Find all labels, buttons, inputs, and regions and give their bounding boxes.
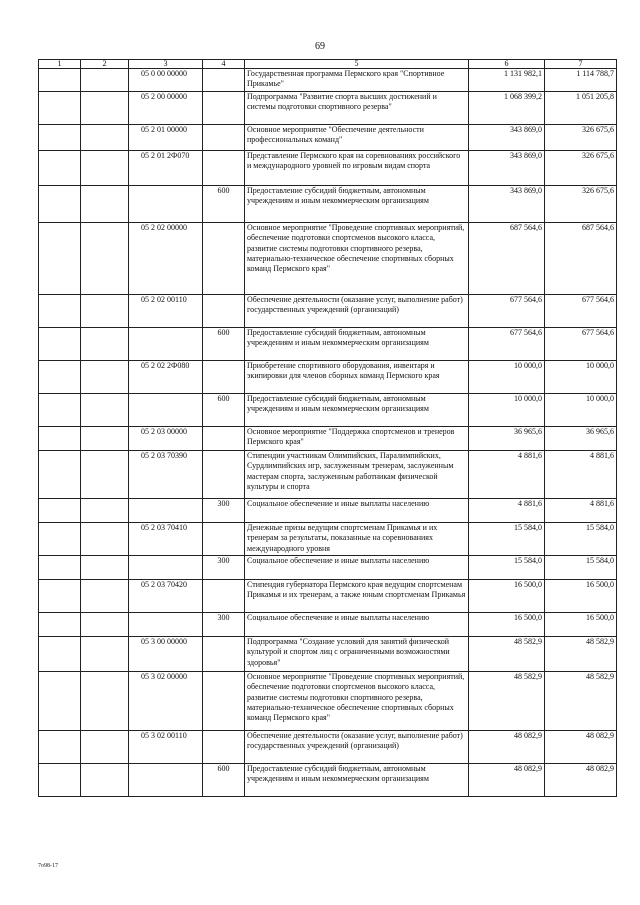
cell-col1 xyxy=(39,427,81,451)
table-row xyxy=(39,556,617,580)
table-row xyxy=(39,637,617,672)
table-row xyxy=(39,328,617,361)
table-row xyxy=(39,451,617,499)
cell-col2 xyxy=(81,556,129,580)
cell-col1 xyxy=(39,69,81,92)
cell-col2 xyxy=(81,499,129,523)
amount-col6: 36 965,6 xyxy=(469,427,545,451)
cell-col1 xyxy=(39,328,81,361)
cell-col1 xyxy=(39,92,81,125)
table-row xyxy=(39,394,617,427)
expense-type-code xyxy=(203,637,245,672)
item-name: Основное мероприятие "Обеспечение деятельности профессиональных команд" xyxy=(245,125,469,151)
cell-col1 xyxy=(39,223,81,295)
item-name: Основное мероприятие "Поддержка спортсменов и тренеров Пермского края" xyxy=(245,427,469,451)
cell-col1 xyxy=(39,394,81,427)
expense-type-code xyxy=(203,125,245,151)
page-number: 69 xyxy=(315,41,325,52)
cell-col2 xyxy=(81,764,129,797)
column-header: 1 xyxy=(39,60,81,69)
cell-col1 xyxy=(39,295,81,328)
amount-col6: 48 082,9 xyxy=(469,731,545,764)
table-row xyxy=(39,523,617,556)
table-row xyxy=(39,731,617,764)
cell-col2 xyxy=(81,523,129,556)
table-row xyxy=(39,361,617,394)
item-name: Обеспечение деятельности (оказание услуг, выполнение работ) государственных учреждений (организаций) xyxy=(245,731,469,764)
item-name: Социальное обеспечение и иные выплаты населению xyxy=(245,613,469,637)
expense-type-code xyxy=(203,295,245,328)
expense-type-code: 300 xyxy=(203,499,245,523)
expense-type-code: 300 xyxy=(203,556,245,580)
target-article-code: 05 2 03 70410 xyxy=(129,523,203,556)
cell-col2 xyxy=(81,394,129,427)
cell-col1 xyxy=(39,361,81,394)
expense-type-code xyxy=(203,672,245,731)
target-article-code: 05 2 03 00000 xyxy=(129,427,203,451)
item-name: Основное мероприятие "Проведение спортивных мероприятий, обеспечение подготовки спортсменов высокого класса, развитие системы подготовки спортивного резерва, материально-техническое обеспечение спортивных сборных команд Пермского края" xyxy=(245,223,469,295)
item-name: Государственная программа Пермского края "Спортивное Прикамье" xyxy=(245,69,469,92)
column-header: 7 xyxy=(545,60,617,69)
target-article-code xyxy=(129,556,203,580)
expense-type-code: 600 xyxy=(203,328,245,361)
cell-col1 xyxy=(39,125,81,151)
table-row xyxy=(39,186,617,223)
target-article-code: 05 3 02 00000 xyxy=(129,672,203,731)
table-header-row xyxy=(39,60,617,69)
cell-col2 xyxy=(81,451,129,499)
amount-col6: 4 881,6 xyxy=(469,499,545,523)
expense-type-code: 600 xyxy=(203,764,245,797)
column-header: 2 xyxy=(81,60,129,69)
item-name: Предоставление субсидий бюджетным, автономным учреждениям и иным некоммерческим организациям xyxy=(245,186,469,223)
expense-type-code xyxy=(203,223,245,295)
amount-col7: 15 584,0 xyxy=(545,523,617,556)
amount-col7: 4 881,6 xyxy=(545,499,617,523)
amount-col6: 15 584,0 xyxy=(469,556,545,580)
expense-type-code xyxy=(203,361,245,394)
amount-col6: 48 082,9 xyxy=(469,764,545,797)
expense-type-code xyxy=(203,523,245,556)
cell-col2 xyxy=(81,637,129,672)
cell-col2 xyxy=(81,613,129,637)
cell-col2 xyxy=(81,92,129,125)
amount-col7: 16 500,0 xyxy=(545,580,617,613)
amount-col6: 15 584,0 xyxy=(469,523,545,556)
column-header: 4 xyxy=(203,60,245,69)
table-row xyxy=(39,151,617,186)
amount-col7: 677 564,6 xyxy=(545,295,617,328)
amount-col7: 326 675,6 xyxy=(545,186,617,223)
item-name: Стипендия губернатора Пермского края ведущим спортсменам Прикамья и их тренерам, а также юным спортсменам Прикамья xyxy=(245,580,469,613)
expense-type-code xyxy=(203,580,245,613)
item-name: Социальное обеспечение и иные выплаты населению xyxy=(245,556,469,580)
cell-col2 xyxy=(81,69,129,92)
amount-col7: 16 500,0 xyxy=(545,613,617,637)
budget-table xyxy=(38,59,617,797)
cell-col2 xyxy=(81,151,129,186)
cell-col1 xyxy=(39,764,81,797)
item-name: Основное мероприятие "Проведение спортивных мероприятий, обеспечение подготовки спортсменов высокого класса, развитие системы подготовки спортивного резерва, материально-техническое обеспечение спортивных сборных команд Пермского края" xyxy=(245,672,469,731)
item-name: Предоставление субсидий бюджетным, автономным учреждениям и иным некоммерческим организациям xyxy=(245,394,469,427)
expense-type-code xyxy=(203,151,245,186)
target-article-code: 05 3 02 00110 xyxy=(129,731,203,764)
expense-type-code: 600 xyxy=(203,186,245,223)
item-name: Обеспечение деятельности (оказание услуг, выполнение работ) государственных учреждений (организаций) xyxy=(245,295,469,328)
cell-col2 xyxy=(81,186,129,223)
amount-col7: 1 051 205,8 xyxy=(545,92,617,125)
cell-col1 xyxy=(39,451,81,499)
cell-col1 xyxy=(39,556,81,580)
expense-type-code xyxy=(203,92,245,125)
cell-col2 xyxy=(81,672,129,731)
target-article-code xyxy=(129,394,203,427)
cell-col2 xyxy=(81,295,129,328)
cell-col2 xyxy=(81,361,129,394)
amount-col6: 1 131 982,1 xyxy=(469,69,545,92)
item-name: Стипендии участникам Олимпийских, Паралимпийских, Сурдлимпийских игр, заслуженным тренерам, заслуженным мастерам спорта, заслуженным работникам физической культуры и спорта xyxy=(245,451,469,499)
target-article-code xyxy=(129,328,203,361)
table-row xyxy=(39,499,617,523)
amount-col7: 15 584,0 xyxy=(545,556,617,580)
target-article-code xyxy=(129,613,203,637)
cell-col1 xyxy=(39,637,81,672)
table-row xyxy=(39,580,617,613)
cell-col1 xyxy=(39,672,81,731)
column-header: 5 xyxy=(245,60,469,69)
table-row xyxy=(39,92,617,125)
amount-col6: 16 500,0 xyxy=(469,580,545,613)
expense-type-code xyxy=(203,451,245,499)
table-row xyxy=(39,295,617,328)
amount-col6: 48 582,9 xyxy=(469,672,545,731)
cell-col2 xyxy=(81,580,129,613)
amount-col6: 343 869,0 xyxy=(469,125,545,151)
expense-type-code xyxy=(203,427,245,451)
amount-col6: 16 500,0 xyxy=(469,613,545,637)
target-article-code xyxy=(129,764,203,797)
target-article-code: 05 2 00 00000 xyxy=(129,92,203,125)
column-header: 6 xyxy=(469,60,545,69)
amount-col7: 4 881,6 xyxy=(545,451,617,499)
amount-col7: 326 675,6 xyxy=(545,151,617,186)
target-article-code: 05 2 01 00000 xyxy=(129,125,203,151)
item-name: Предоставление субсидий бюджетным, автономным учреждениям и иным некоммерческим организациям xyxy=(245,328,469,361)
document-code: 7о98-17 xyxy=(38,863,58,869)
column-header: 3 xyxy=(129,60,203,69)
cell-col2 xyxy=(81,731,129,764)
cell-col1 xyxy=(39,523,81,556)
cell-col1 xyxy=(39,580,81,613)
target-article-code: 05 2 03 70420 xyxy=(129,580,203,613)
target-article-code: 05 3 00 00000 xyxy=(129,637,203,672)
amount-col6: 343 869,0 xyxy=(469,151,545,186)
item-name: Подпрограмма "Создание условий для занятий физической культурой и спортом лиц с ограниченными возможностями здоровья" xyxy=(245,637,469,672)
target-article-code: 05 2 02 2Ф080 xyxy=(129,361,203,394)
amount-col6: 677 564,6 xyxy=(469,295,545,328)
amount-col6: 4 881,6 xyxy=(469,451,545,499)
amount-col7: 687 564,6 xyxy=(545,223,617,295)
amount-col6: 677 564,6 xyxy=(469,328,545,361)
amount-col7: 326 675,6 xyxy=(545,125,617,151)
target-article-code xyxy=(129,186,203,223)
item-name: Социальное обеспечение и иные выплаты населению xyxy=(245,499,469,523)
cell-col1 xyxy=(39,186,81,223)
target-article-code: 05 0 00 00000 xyxy=(129,69,203,92)
amount-col7: 48 582,9 xyxy=(545,637,617,672)
cell-col2 xyxy=(81,223,129,295)
cell-col2 xyxy=(81,427,129,451)
amount-col6: 48 582,9 xyxy=(469,637,545,672)
amount-col7: 48 082,9 xyxy=(545,731,617,764)
target-article-code: 05 2 03 70390 xyxy=(129,451,203,499)
item-name: Денежные призы ведущим спортсменам Прикамья и их тренерам за результаты, показанные на соревнованиях международного уровня xyxy=(245,523,469,556)
amount-col6: 1 068 399,2 xyxy=(469,92,545,125)
cell-col2 xyxy=(81,328,129,361)
table-row xyxy=(39,69,617,92)
expense-type-code xyxy=(203,69,245,92)
cell-col1 xyxy=(39,499,81,523)
item-name: Представление Пермского края на соревнованиях российского и международного уровней по игровым видам спорта xyxy=(245,151,469,186)
amount-col7: 677 564,6 xyxy=(545,328,617,361)
cell-col2 xyxy=(81,125,129,151)
cell-col1 xyxy=(39,613,81,637)
cell-col1 xyxy=(39,731,81,764)
amount-col6: 10 000,0 xyxy=(469,394,545,427)
item-name: Предоставление субсидий бюджетным, автономным учреждениям и иным некоммерческим организациям xyxy=(245,764,469,797)
amount-col6: 687 564,6 xyxy=(469,223,545,295)
cell-col1 xyxy=(39,151,81,186)
amount-col7: 1 114 788,7 xyxy=(545,69,617,92)
amount-col7: 10 000,0 xyxy=(545,394,617,427)
expense-type-code: 600 xyxy=(203,394,245,427)
amount-col7: 48 582,9 xyxy=(545,672,617,731)
amount-col6: 10 000,0 xyxy=(469,361,545,394)
table-row xyxy=(39,427,617,451)
table-row xyxy=(39,125,617,151)
expense-type-code: 300 xyxy=(203,613,245,637)
amount-col7: 36 965,6 xyxy=(545,427,617,451)
target-article-code: 05 2 02 00110 xyxy=(129,295,203,328)
amount-col7: 48 082,9 xyxy=(545,764,617,797)
item-name: Приобретение спортивного оборудования, инвентаря и экипировки для членов сборных команд Пермского края xyxy=(245,361,469,394)
table-row xyxy=(39,764,617,797)
target-article-code: 05 2 01 2Ф070 xyxy=(129,151,203,186)
target-article-code: 05 2 02 00000 xyxy=(129,223,203,295)
amount-col6: 343 869,0 xyxy=(469,186,545,223)
target-article-code xyxy=(129,499,203,523)
amount-col7: 10 000,0 xyxy=(545,361,617,394)
table-row xyxy=(39,613,617,637)
table-row xyxy=(39,223,617,295)
table-row xyxy=(39,672,617,731)
expense-type-code xyxy=(203,731,245,764)
item-name: Подпрограмма "Развитие спорта высших достижений и системы подготовки спортивного резерва" xyxy=(245,92,469,125)
